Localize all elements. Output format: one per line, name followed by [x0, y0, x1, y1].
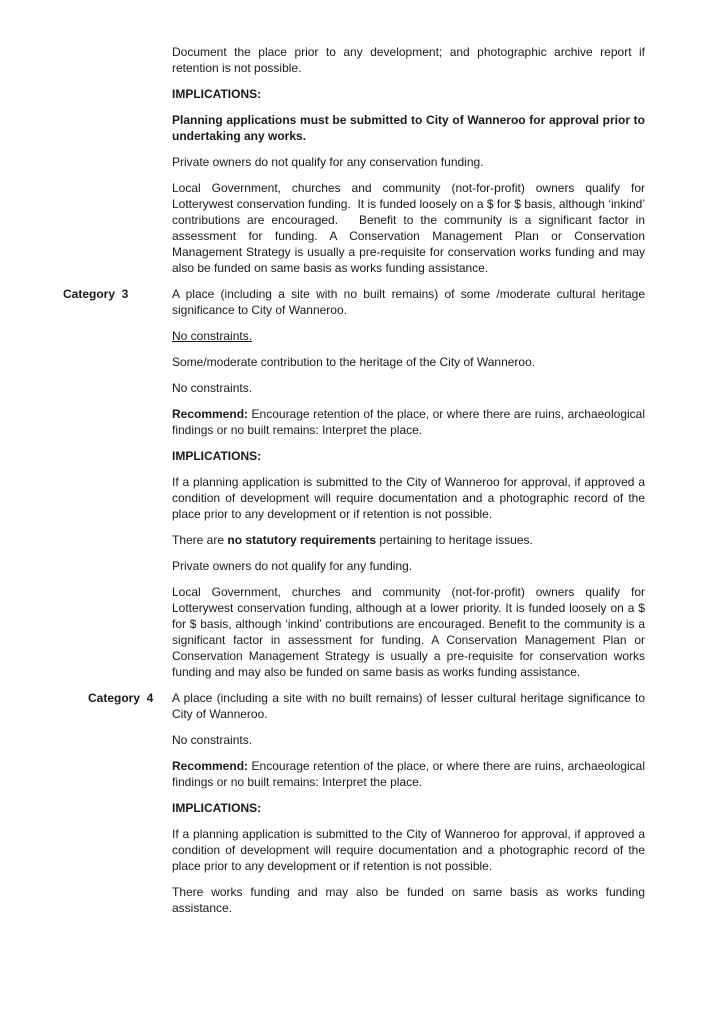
paragraph-no-constraints: No constraints.: [172, 381, 253, 395]
paragraph-statutory-requirements: [172, 532, 645, 548]
category-3-body: [172, 286, 645, 680]
recommend-label: Recommend:: [172, 759, 249, 773]
implications-heading: IMPLICATIONS:: [172, 87, 262, 101]
statutory-post-text: pertaining to heritage issues.: [376, 533, 533, 547]
paragraph-recommend: [172, 406, 645, 438]
category-4-body: [172, 690, 645, 916]
recommend-text: Encourage retention of the place, or where there are ruins, archaeological findings or no built remains: Interpret the place.: [172, 407, 645, 437]
paragraph-works-funding: There works funding and may also be funded on same basis as works funding assistance.: [172, 885, 645, 915]
intro-section: [172, 44, 645, 276]
paragraph-some-moderate-contribution: Some/moderate contribution to the heritage of the City of Wanneroo.: [172, 355, 536, 369]
paragraph-no-constraints-underlined: No constraints.: [172, 329, 253, 343]
category-4-label: Category 4: [88, 691, 154, 705]
paragraph-private-owners: Private owners do not qualify for any conservation funding.: [172, 155, 484, 169]
paragraph-no-constraints: No constraints.: [172, 733, 253, 747]
paragraph-planning-application-submitted: If a planning application is submitted to the City of Wanneroo for approval, if approved a condition of development will require documentation and a photographic record of the place prior to any development or if retention is not possible.: [172, 827, 645, 873]
paragraph-category3-description: A place (including a site with no built remains) of some /moderate cultural heritage significance to City of Wanneroo.: [172, 287, 645, 317]
paragraph-category4-description: A place (including a site with no built remains) of lesser cultural heritage significance to City of Wanneroo.: [172, 691, 645, 721]
paragraph-local-government: Local Government, churches and community (not-for-profit) owners qualify for Lotterywest conservation funding. It is funded loosely on a $ for $ basis, although ‘inkind’ contributions are encouraged. Benefit to the community is a significant factor in assessment for funding. A Conservation Management Plan or Conservation Management Strategy is usually a pre-requisite for conservation works funding and may also be funded on same basis as works funding assistance.: [172, 181, 645, 275]
statutory-bold-text: no statutory requirements: [227, 533, 377, 547]
recommend-text: Encourage retention of the place, or where there are ruins, archaeological findings or no built remains: Interpret the place.: [172, 759, 645, 789]
implications-heading: IMPLICATIONS:: [172, 449, 262, 463]
paragraph-planning-application-submitted: If a planning application is submitted to the City of Wanneroo for approval, if approved a condition of development will require documentation and a photographic record of the place prior to any development or if retention is not possible.: [172, 475, 645, 521]
paragraph-local-government-lower-priority: Local Government, churches and community (not-for-profit) owners qualify for Lotterywest conservation funding, although at a lower priority. It is funded loosely on a $ for $ basis, although ‘inkind’ contributions are encouraged. Benefit to the community is a significant factor in assessment for funding. A Conservation Management Plan or Conservation Management Strategy is usually a pre-requisite for conservation works funding and may also be funded on same basis as works funding assistance.: [172, 585, 645, 679]
implications-heading: IMPLICATIONS:: [172, 801, 262, 815]
category-3-label: Category 3: [63, 287, 129, 301]
paragraph-recommend: [172, 758, 645, 790]
paragraph-document-place: Document the place prior to any development; and photographic archive report if retention is not possible.: [172, 45, 645, 75]
paragraph-private-owners-funding: Private owners do not qualify for any funding.: [172, 559, 413, 573]
category-4-section: [0, 690, 705, 916]
recommend-label: Recommend:: [172, 407, 249, 421]
category-3-section: [0, 286, 705, 680]
statutory-pre-text: There are: [172, 533, 228, 547]
paragraph-planning-applications: Planning applications must be submitted to City of Wanneroo for approval prior to undertaking any works.: [172, 113, 645, 143]
